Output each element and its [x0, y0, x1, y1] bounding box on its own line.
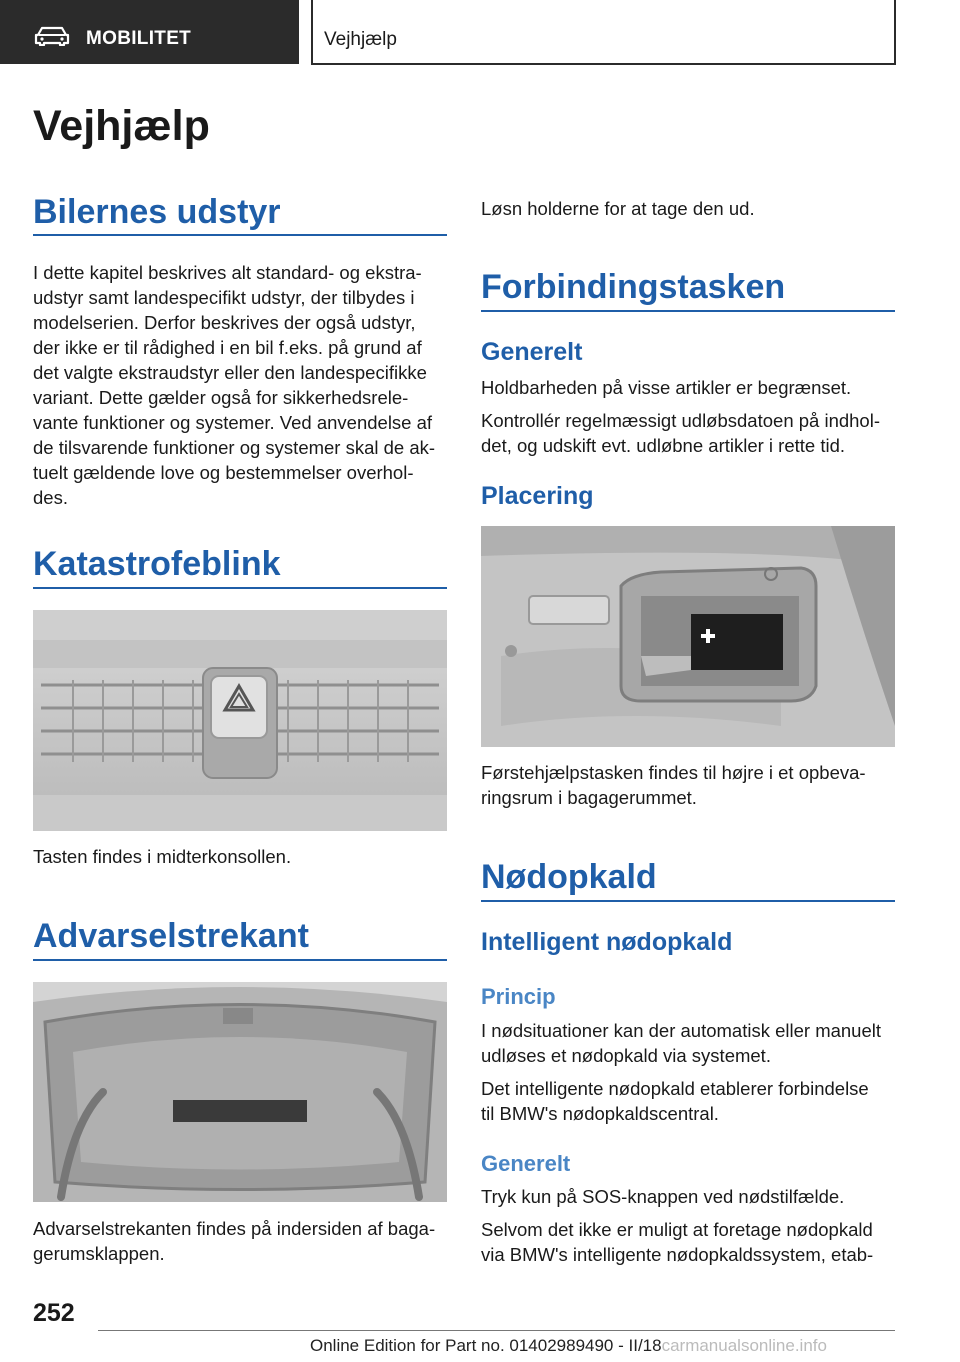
heading-first-aid: Forbindingstasken	[481, 268, 786, 306]
text-line: det valgte ekstraudstyr eller den landespecifikke	[33, 362, 427, 383]
text-line: udstyr samt landespecifikt udstyr, der tilbydes i	[33, 287, 415, 308]
first-aid-general-text	[481, 375, 901, 458]
text-line: de tilsvarende funktioner og systemer skal de ak-	[33, 437, 436, 458]
header-title: Vejhjælp	[324, 29, 397, 50]
text-line: ringsrum i bagagerummet.	[481, 787, 697, 808]
page-number: 252	[33, 1299, 75, 1327]
heading-emergency-general: Generelt	[481, 1151, 571, 1176]
car-icon	[34, 26, 70, 46]
emergency-general-text	[481, 1184, 901, 1267]
text-line: I dette kapitel beskrives alt standard- og ekstra-	[33, 262, 422, 283]
hazard-caption: Tasten findes i midterkonsollen.	[33, 846, 292, 867]
text-line: Selvom det ikke er muligt at foretage nødopkald	[481, 1219, 873, 1240]
page-title: Vejhjælp	[33, 102, 210, 150]
intro-text: Løsn holderne for at tage den ud.	[481, 198, 755, 219]
heading-rule	[33, 959, 447, 961]
heading-general: Generelt	[481, 338, 583, 366]
text-line: gerumsklappen.	[33, 1243, 165, 1264]
heading-rule	[481, 900, 895, 902]
text-line: det, og udskift evt. udløbne artikler i rette tid.	[481, 435, 846, 456]
text-line: modelserien. Derfor beskrives der også udstyr,	[33, 312, 416, 333]
text-line: Førstehjælpstasken findes til højre i et opbeva-	[481, 762, 866, 783]
first-aid-kit-image	[481, 526, 895, 747]
text-line: Holdbarheden på visse artikler er begrænset.	[481, 377, 852, 398]
text-line: via BMW's intelligente nødopkaldssystem, etab-	[481, 1244, 874, 1265]
text-line: Advarselstrekanten findes på indersiden af baga-	[33, 1218, 436, 1239]
watermark-text: carmanualsonline.info	[661, 1336, 827, 1355]
heading-emergency-call: Nødopkald	[481, 858, 657, 896]
chapter-label: MOBILITET	[86, 28, 192, 49]
heading-principle: Princip	[481, 984, 556, 1009]
footer-edition	[310, 1336, 827, 1356]
chapter-tab[interactable]	[0, 0, 299, 64]
footer-rule	[98, 1330, 895, 1331]
heading-hazard: Katastrofeblink	[33, 545, 281, 583]
text-line: Kontrollér regelmæssigt udløbsdatoen på indhol-	[481, 410, 880, 431]
hazard-switch-image	[33, 610, 447, 831]
text-line: des.	[33, 487, 68, 508]
text-line: variant. Dette gælder også for sikkerhedsrele-	[33, 387, 409, 408]
principle-text	[481, 1018, 901, 1126]
header-frame	[311, 0, 896, 65]
warning-triangle-image	[33, 982, 447, 1202]
text-line: Det intelligente nødopkald etablerer forbindelse	[481, 1078, 869, 1099]
text-line: I nødsituationer kan der automatisk eller manuelt	[481, 1020, 882, 1041]
placement-caption	[481, 760, 901, 810]
heading-equipment: Bilernes udstyr	[33, 193, 281, 231]
heading-rule	[33, 587, 447, 589]
equipment-paragraph	[33, 260, 453, 510]
heading-rule	[33, 234, 447, 236]
heading-triangle: Advarselstrekant	[33, 917, 309, 955]
text-line: der ikke er til rådighed i en bil f.eks. på grund af	[33, 337, 422, 358]
text-line: Tryk kun på SOS-knappen ved nødstilfælde.	[481, 1186, 845, 1207]
heading-rule	[481, 310, 895, 312]
text-line: udløses et nødopkald via systemet.	[481, 1045, 771, 1066]
text-line: tuelt gældende love og bestemmelser overhol-	[33, 462, 414, 483]
edition-text: Online Edition for Part no. 01402989490 - II/18	[310, 1336, 662, 1355]
triangle-caption	[33, 1216, 453, 1266]
text-line: til BMW's nødopkaldscentral.	[481, 1103, 719, 1124]
heading-placement: Placering	[481, 482, 594, 510]
heading-intelligent-call: Intelligent nødopkald	[481, 928, 733, 956]
text-line: vante funktioner og systemer. Ved anvendelse af	[33, 412, 433, 433]
